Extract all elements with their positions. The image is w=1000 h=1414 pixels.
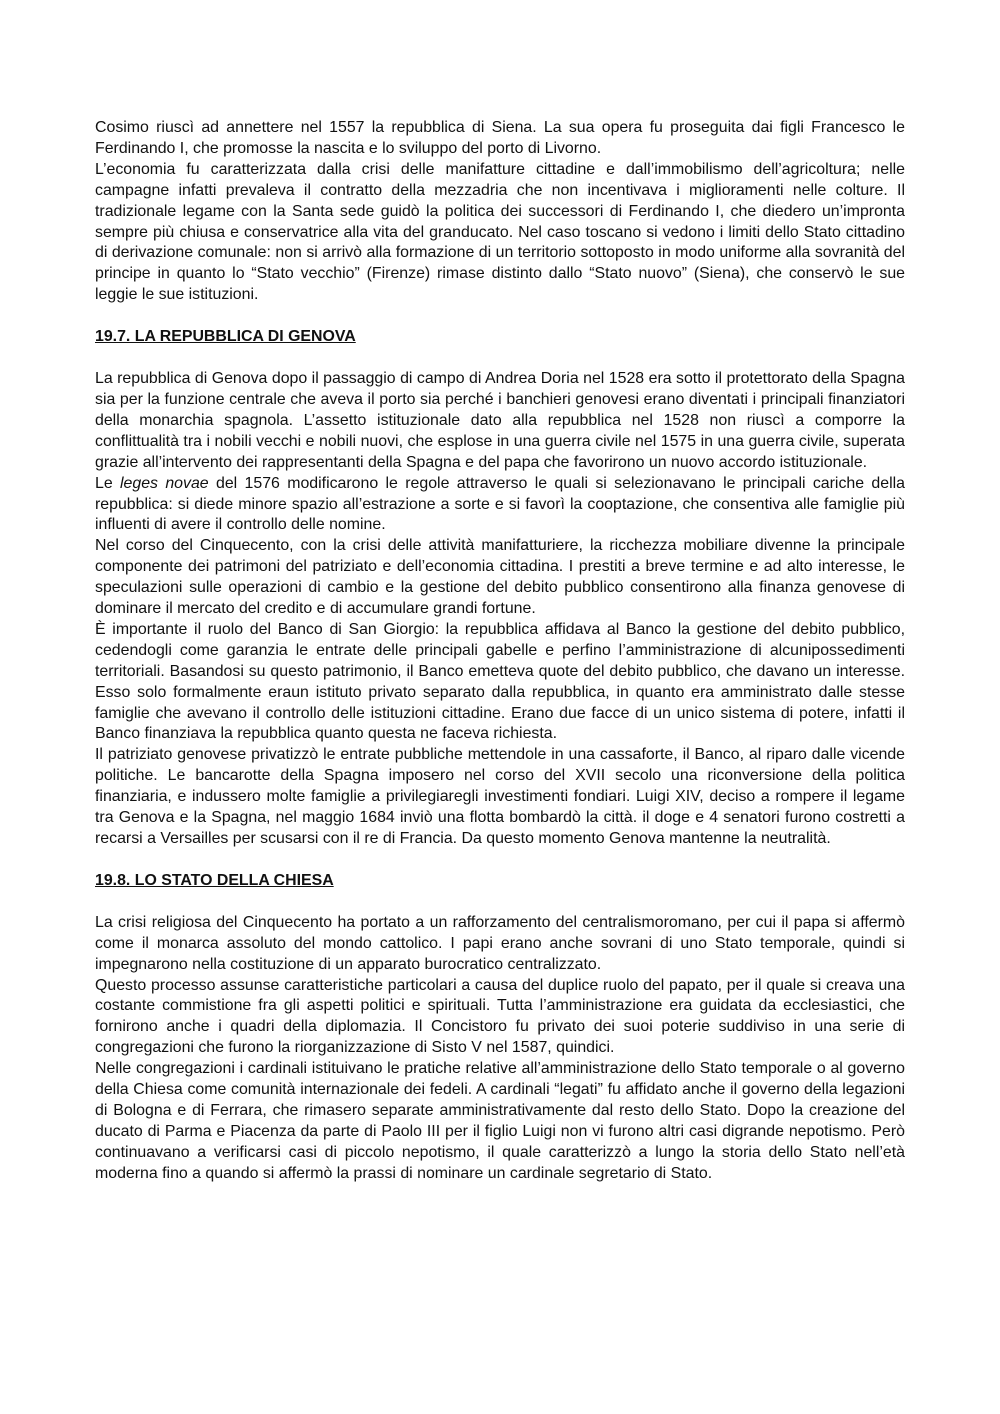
genova-p2-end: del 1576 modificarono le regole attraverso le quali si selezionavano le principali cariche della repubblica: si diede minore spazio all’estrazione a sorte e si favorì la cooptazione, che consentiva alle famiglie più influenti di avere il controllo delle nomine. [95, 474, 905, 534]
chiesa-paragraph-1: La crisi religiosa del Cinquecento ha portato a un rafforzamento del centralismoromano, per cui il papa si affermò come il monarca assoluto del mondo cattolico. I papi erano anche sovrani di uno Stato temporale, quindi si impegnarono nella costituzione di un apparato burocratico centralizzato. [95, 913, 905, 973]
section-heading-chiesa: 19.8. LO STATO DELLA CHIESA [95, 871, 334, 889]
intro-paragraph-2: L’economia fu caratterizzata dalla crisi delle manifatture cittadine e dall’immobilismo dell’agricoltura; nelle campagne infatti prevaleva il contratto della mezzadria che non incentivava i miglioramenti nelle colture. Il tradizionale legame con la Santa sede guidò la politica dei successori di Ferdinando I, che diedero un’impronta sempre più chiusa e conservatrice alla vita del granducato. Nel caso toscano si vedono i limiti dello Stato cittadino di derivazione comunale: non si arrivò alla formazione di un territorio sottoposto in modo uniforme alla sovranità del principe in quanto lo “Stato vecchio” (Firenze) rimase distinto dallo “Stato nuovo” (Siena), che conservò le sue leggie le sue istituzioni. [95, 160, 905, 304]
genova-paragraph-4: È importante il ruolo del Banco di San Giorgio: la repubblica affidava al Banco la gestione del debito pubblico, cedendogli come garanzia le entrate delle principali gabelle e perfino l’amministrazione di alcunipossedimenti territoriali. Basandosi su questo patrimonio, il Banco emetteva quote del debito pubblico, che davano un interesse. Esso solo formalmente eraun istituto privato separato dalla repubblica, in quanto era amministrato dalle stesse famiglie che avevano il controllo delle istituzioni cittadine. Erano due facce di un unico sistema di potere, infatti il Banco finanziava la repubblica quanto questa ne faceva richiesta. [95, 620, 905, 743]
genova-paragraph-2 [95, 474, 905, 537]
genova-paragraph-3: Nel corso del Cinquecento, con la crisi delle attività manifatturiere, la ricchezza mobiliare divenne la principale componente dei patrimoni del patriziato e dell’economia cittadina. I prestiti a breve termine e ad alto interesse, le speculazioni sulle operazioni di cambio e la gestione del debito pubblico consentirono alla finanza genovese di dominare il mercato del credito e di accumulare grandi fortune. [95, 537, 905, 618]
section-heading-genova: 19.7. LA REPUBBLICA DI GENOVA [95, 328, 356, 346]
leges-novae-term: leges novae [120, 474, 209, 492]
genova-paragraph-1: La repubblica di Genova dopo il passaggio di campo di Andrea Doria nel 1528 era sotto il protettorato della Spagna sia per la funzione centrale che aveva il porto sia perché i banchieri genovesi erano diventati i principali finanziatori della monarchia spagnola. L’assetto istituzionale dato alla repubblica nel 1528 non riuscì a comporre la conflittualità tra i nobili vecchi e nobili nuovi, che esplose in una guerra civile nel 1575 in una guerra civile, superata grazie all’intervento dei rappresentanti della Spagna e del papa che favorirono un nuovo accordo istituzionale. [95, 370, 905, 471]
spacer [95, 892, 905, 913]
chiesa-paragraph-3: Nelle congregazioni i cardinali istituivano le pratiche relative all’amministrazione dello Stato temporale o al governo della Chiesa come comunità internazionale dei fedeli. A cardinali “legati” fu affidato anche il governo della legazioni di Bologna e di Ferrara, che rimasero separate amministrativamente dal resto dello Stato. Dopo la creazione del ducato di Parma e Piacenza da parte di Paolo III per il figlio Luigi non vi furono altri casi digrande nepotismo. Però continuavano a verificarsi casi di piccolo nepotismo, il quale caratterizzò a lungo la storia dello Stato nell’età moderna fino a quando si affermò la prassi di nominare un cardinale segretario di Stato. [95, 1060, 905, 1182]
genova-paragraph-5: Il patriziato genovese privatizzò le entrate pubbliche mettendole in una cassaforte, il Banco, al riparo dalle vicende politiche. Le bancarotte della Spagna imposero nel corso del XVII secolo una riconversione della politica finanziaria, e indussero molte famiglie a privilegiaregli investimenti fondiari. Luigi XIV, deciso a rompere il legame tra Genova e la Spagna, nel maggio 1684 inviò una flotta bombardò la città. il doge e 4 senatori furono costretti a recarsi a Versailles per scusarsi con il re di Francia. Da questo momento Genova mantenne la neutralità. [95, 746, 905, 847]
chiesa-paragraph-2: Questo processo assunse caratteristiche particolari a causa del duplice ruolo del papato, per il quale si creava una costante commistione fra gli aspetti politici e spirituali. Tutta l’amministrazione era guidata da ecclesiastici, che fornirono anche i quadri della diplomazia. Il Concistoro fu privato dei suoi poterie suddiviso in una serie di congregazioni che furono la riorganizzazione di Sisto V nel 1587, quindici. [95, 976, 905, 1057]
spacer [95, 348, 905, 369]
genova-p2-start: Le [95, 474, 121, 492]
spacer [95, 306, 905, 327]
intro-paragraph-1: Cosimo riuscì ad annettere nel 1557 la repubblica di Siena. La sua opera fu proseguita dai figli Francesco le Ferdinando I, che promosse la nascita e lo sviluppo del porto di Livorno. [95, 119, 905, 157]
spacer [95, 850, 905, 871]
document-page [95, 118, 905, 1185]
